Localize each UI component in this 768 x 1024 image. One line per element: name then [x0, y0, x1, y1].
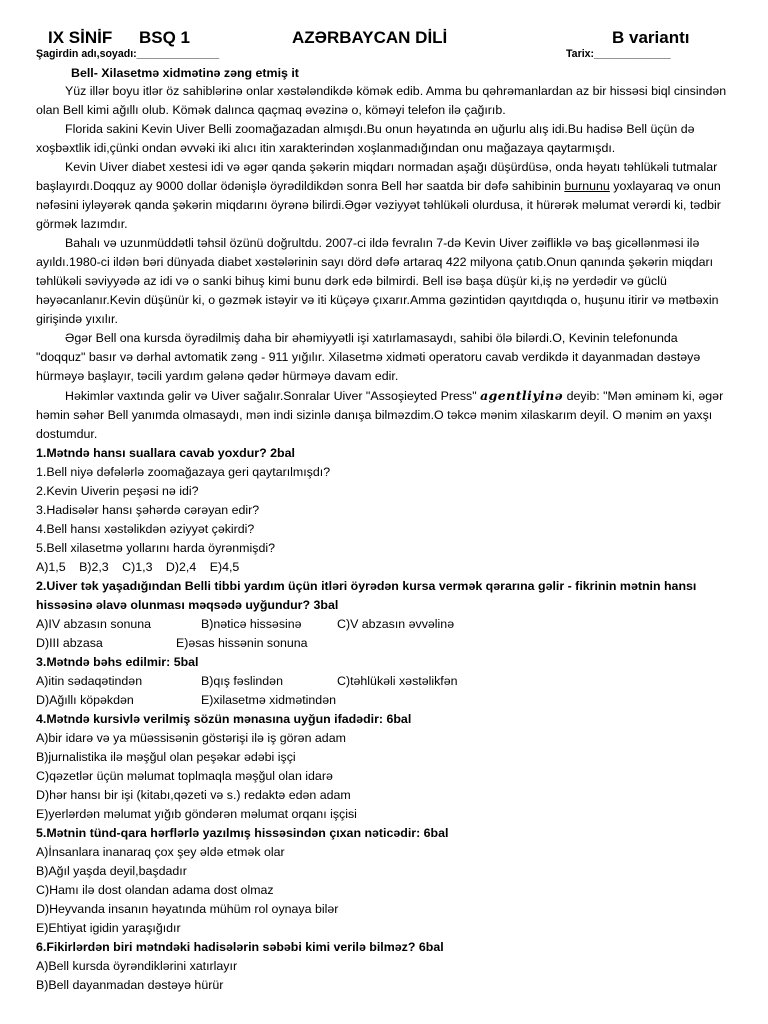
- q3-option-a[interactable]: A)itin sədaqətindən: [36, 674, 143, 688]
- q1-option-c[interactable]: C)1,3: [122, 560, 153, 574]
- q3-options-row-1: [36, 672, 730, 691]
- q2-options-row-1: [36, 615, 730, 634]
- question-1-heading: 1.Mətndə hansı suallara cavab yoxdur? 2bal: [36, 446, 295, 460]
- q3-options-row-2: [36, 691, 730, 710]
- page-header: [36, 0, 730, 46]
- question-5-heading: 5.Mətnin tünd-qara hərflərlə yazılmış hissəsindən çıxan nəticədir: 6bal: [36, 826, 449, 840]
- reading-text: [36, 82, 730, 444]
- q6-option-b[interactable]: B)Bell dayanmadan dəstəyə hürür: [36, 978, 224, 992]
- paragraph-5: Əgər Bell ona kursda öyrədilmiş daha bir əhəmiyyətli işi xatırlamasaydı, sahibi ölə bilərdi.O, Kevinin telefonunda "doqquz" basır və dərhal avtomatik zəng - 911 yığılır. Xilasetmə xidməti operatoru cavab verdikdə it dayanmadan dəstəyə hürməyə başlayır, təcili yardım gələnə qədər hürməyə davam edir.: [36, 331, 701, 383]
- q2-options-row-2: [36, 634, 730, 653]
- q1-option-b[interactable]: B)2,3: [79, 560, 109, 574]
- q2-option-a[interactable]: A)IV abzasın sonuna: [36, 617, 152, 631]
- question-3-heading: 3.Mətndə bəhs edilmir: 5bal: [36, 655, 199, 669]
- q5-option-d[interactable]: D)Heyvanda insanın həyatında mühüm rol oynaya bilər: [36, 902, 339, 916]
- paragraph-6-end: deyib: "Mən əminəm ki, əgər həmin səhər Bell yanımda olmasaydı, mən indi sizinlə danışa bilməzdim.O təkcə mənim xilaskarım deyil. O mənim ən yaxşı dostumdur.: [36, 389, 724, 441]
- variant-label: B variantı: [612, 28, 690, 47]
- q1-item-2: 2.Kevin Uiverin peşəsi nə idi?: [36, 484, 199, 498]
- q1-item-3: 3.Hadisələr hansı şəhərdə cərəyan edir?: [36, 503, 260, 517]
- q4-option-c[interactable]: C)qəzetlər üçün məlumat toplmaqla məşğul olan idarə: [36, 769, 333, 783]
- q1-option-e[interactable]: E)4,5: [209, 560, 240, 574]
- date-field: Tarix:_____________: [566, 48, 671, 60]
- q1-item-4: 4.Bell hansı xəstəlikdən əziyyət çəkirdi?: [36, 522, 255, 536]
- q2-option-d[interactable]: D)III abzasa: [36, 636, 103, 650]
- q3-option-b[interactable]: B)qış fəslindən: [201, 674, 283, 688]
- question-2-heading-line-1: 2.Uiver tək yaşadığından Belli tibbi yardım üçün itləri öyrədən kursa vermək qərarına gəlir - fikrinin mətnin hansı: [36, 579, 697, 593]
- q1-item-5: 5.Bell xilasetmə yollarını harda öyrənmişdi?: [36, 541, 275, 555]
- student-info: [36, 46, 730, 64]
- question-3: [36, 653, 730, 710]
- paragraph-1: Yüz illər boyu itlər öz sahiblərinə onlar xəstələndikdə kömək edib. Amma bu qəhrəmanlardan az bir hissəsi biql cinsindən olan Bell kimi ağıllı olub. Kömək dalınca qaçmaq əvəzinə o, köməyi telefon ilə çağırıb.: [36, 84, 727, 117]
- q3-option-d[interactable]: D)Ağıllı köpəkdən: [36, 693, 134, 707]
- q3-option-e[interactable]: E)xilasetmə xidmətindən: [201, 693, 336, 707]
- q1-options: [36, 558, 730, 577]
- q4-option-d[interactable]: D)hər hansı bir işi (kitabı,qəzeti və s.) redaktə edən adam: [36, 788, 351, 802]
- underlined-word: burnunu: [564, 179, 610, 193]
- paragraph-3: [36, 158, 730, 234]
- paragraph-4: Bahalı və uzunmüddətli təhsil özünü doğrultdu. 2007-ci ildə fevralın 7-də Kevin Uiver zəifliklə və baş gicəllənməsi ilə ayıldı.1980-ci ildən bəri dünyada diabet xəstələrinin sayı dörd dəfə artaraq 422 milyona çatıb.Onun qanında şəkərin miqdarı təhlükəli səviyyədə az idi və o sanki bihuş kimi bunu dərk edə bilmirdi. Bell isə başa düşür ki,iş nə yerdədir və güclü həyəcanlanır.Kevin düşünür ki, o gəzmək istəyir və iti küçəyə çıxarır.Amma gəzintidən qayıtdıqda o, huşunu itirir və mətbəxin girişində yıxılır.: [36, 236, 719, 326]
- q4-option-a[interactable]: A)bir idarə və ya müəssisənin göstərişi ilə iş görən adam: [36, 731, 346, 745]
- q3-option-c[interactable]: C)təhlükəli xəstəlikfən: [337, 674, 458, 688]
- q5-option-e[interactable]: E)Ehtiyat igidin yaraşığıdır: [36, 921, 181, 935]
- q2-option-c[interactable]: C)V abzasın əvvəlinə: [337, 617, 455, 631]
- paragraph-3-start: Kevin Uiver diabet xestesi idi və əgər qanda şəkərin miqdarı normadan aşağı düşürdüsə, onda həyatı təhlükəli tutmalar başlayırdı.Doqquz ay 9000 dollar ödənişlə öyrədildikdən sonra Bell hər saatda bir dəfə sahibinin: [36, 160, 718, 193]
- paragraph-6: [36, 386, 730, 444]
- paragraph-2: Florida sakini Kevin Uiver Belli zoomağazadan almışdı.Bu onun həyatında ən uğurlu alış idi.Bu hadisə Bell üçün də xoşbəxtlik idi,çünki ondan əvvəki iki alıcı itin xarakterindən xoşlanmadığından onu mağazaya qaytarmışdı.: [36, 122, 695, 155]
- question-6: [36, 938, 730, 995]
- question-2: [36, 577, 730, 653]
- q4-option-b[interactable]: B)jurnalistika ilə məşğul olan peşəkar ədəbi işçi: [36, 750, 296, 764]
- q2-option-b[interactable]: B)nəticə hissəsinə: [201, 617, 302, 631]
- paragraph-3-end: yoxlayaraq və onun nəfəsini iyləyərək qanda şəkərin miqdarını öyrənə bilirdi.Əgər vəziyyət təhlükəli olurdusa, it hürərək məlumat verərdi ki, tədbir görmək lazımdır.: [36, 179, 721, 231]
- question-6-heading: 6.Fikirlərdən biri mətndəki hadisələrin səbəbi kimi verilə bilməz? 6bal: [36, 940, 444, 954]
- question-4: [36, 710, 730, 824]
- q5-option-c[interactable]: C)Hamı ilə dost olandan adama dost olmaz: [36, 883, 274, 897]
- question-5: [36, 824, 730, 938]
- q4-option-e[interactable]: E)yerlərdən məlumat yığıb göndərən məlumat orqanı işçisi: [36, 807, 357, 821]
- paragraph-6-start: Həkimlər vaxtında gəlir və Uiver sağalır.Sonralar Uiver "Assoşieyted Press": [65, 389, 477, 403]
- q2-option-e[interactable]: E)əsas hissənin sonuna: [176, 636, 308, 650]
- test-label: BSQ 1: [139, 28, 191, 47]
- q5-option-a[interactable]: A)İnsanlara inanaraq çox şey əldə etmək olar: [36, 845, 285, 859]
- subject-title: AZƏRBAYCAN DİLİ: [292, 28, 448, 47]
- q1-option-d[interactable]: D)2,4: [165, 560, 197, 574]
- question-1: [36, 444, 730, 577]
- q1-item-1: 1.Bell niyə dəfələrlə zoomağazaya geri qaytarılmışdı?: [36, 465, 331, 479]
- student-name-field: Şagirdin adı,soyadı:______________: [36, 48, 220, 60]
- grade-label: IX SİNİF: [48, 28, 113, 47]
- text-title: Bell- Xilasetmə xidmətinə zəng etmiş it: [71, 66, 299, 80]
- q5-option-b[interactable]: B)Ağıl yaşda deyil,başdadır: [36, 864, 187, 878]
- question-2-heading-line-2: hissəsinə əlavə olunması məqsədə uyğundur? 3bal: [36, 598, 339, 612]
- italic-word: agentliyinə: [480, 388, 564, 403]
- q6-option-a[interactable]: A)Bell kursda öyrəndiklərini xatırlayır: [36, 959, 238, 973]
- q1-option-a[interactable]: A)1,5: [36, 560, 66, 574]
- question-4-heading: 4.Mətndə kursivlə verilmiş sözün mənasına uyğun ifadədir: 6bal: [36, 712, 412, 726]
